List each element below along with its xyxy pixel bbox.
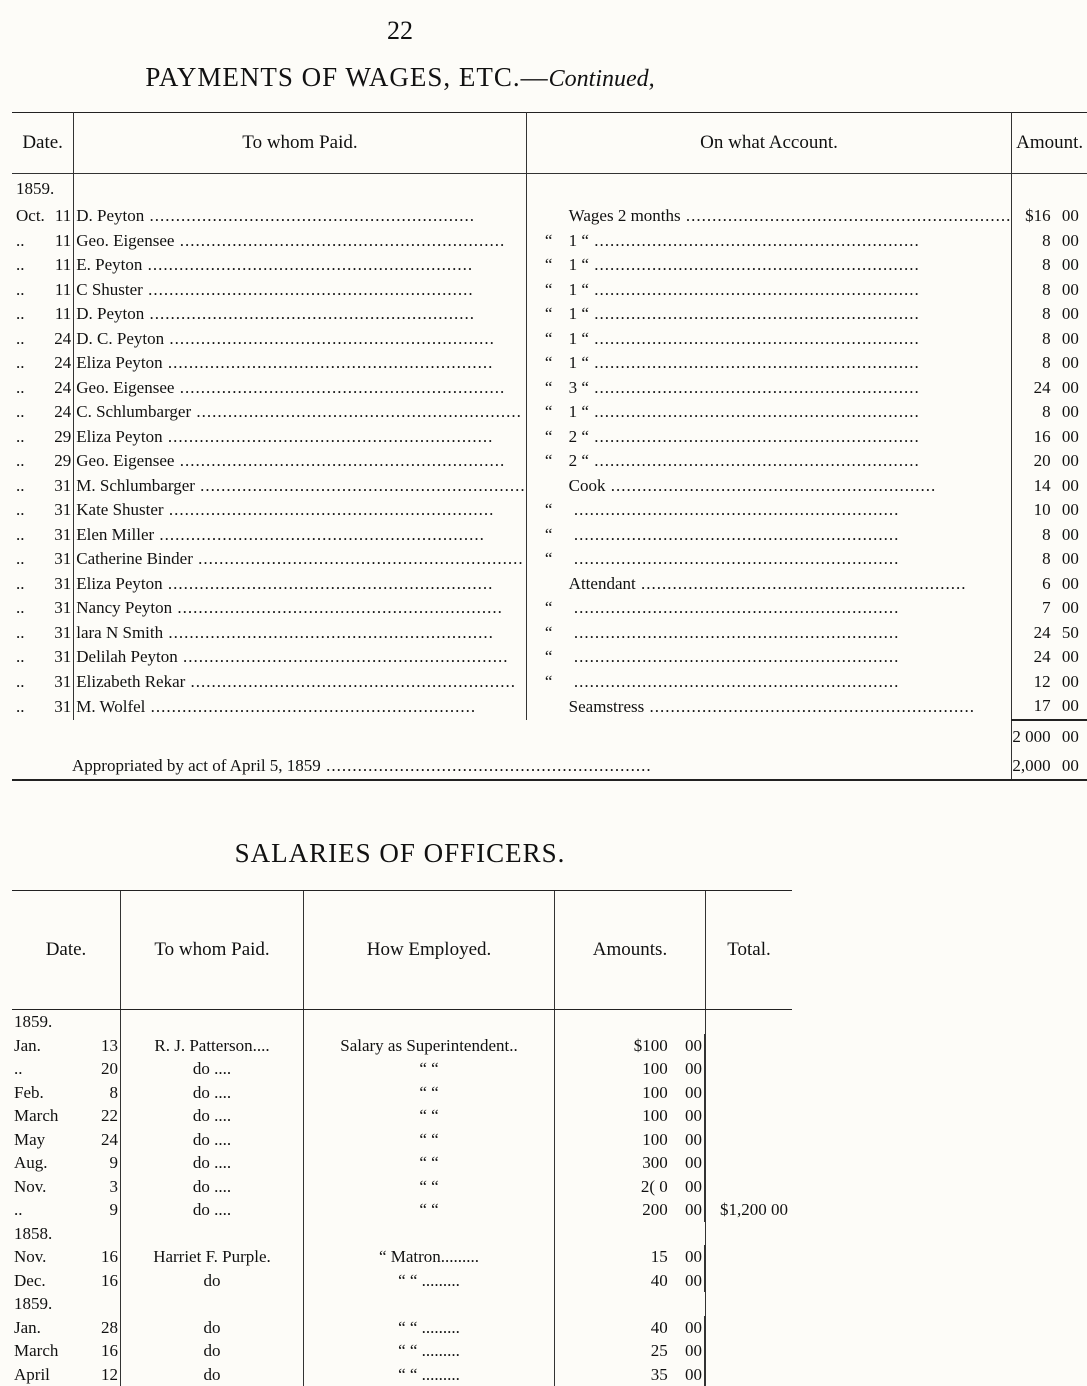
salary-day: 16	[96, 1245, 121, 1269]
salary-day: 20	[96, 1057, 121, 1081]
row-amount: 24 00	[1012, 376, 1087, 401]
row-account: “ .....	[526, 523, 1012, 548]
salary-total	[706, 1081, 793, 1105]
header-amount: Amount.	[1012, 113, 1087, 174]
row-month: Oct.	[12, 204, 54, 229]
row-account: “ 3 “ .....	[526, 376, 1012, 401]
salary-name: Harriet F. Purple.	[121, 1245, 304, 1269]
salary-amount: 300 00	[555, 1151, 706, 1175]
row-name: D. C. Peyton .....	[74, 327, 526, 352]
salary-row	[12, 1316, 792, 1340]
row-account: “ 1 “ .....	[526, 253, 1012, 278]
salary-month: ..	[12, 1057, 96, 1081]
salary-how: “ “	[304, 1151, 555, 1175]
row-day: 11	[54, 229, 74, 254]
row-name: D. Peyton .....	[74, 204, 526, 229]
row-day: 11	[54, 278, 74, 303]
row-day: 11	[54, 253, 74, 278]
wage-row	[12, 572, 1087, 597]
row-account: “ .....	[526, 621, 1012, 646]
row-amount: 24 50	[1012, 621, 1087, 646]
salary-day: 28	[96, 1316, 121, 1340]
row-month: ..	[12, 253, 54, 278]
salary-how: “ “	[304, 1104, 555, 1128]
row-amount: 17 00	[1012, 694, 1087, 720]
salary-total	[706, 1034, 793, 1058]
salaries-table	[12, 890, 792, 1386]
salaries-header-date: Date.	[12, 891, 121, 1010]
wage-row	[12, 376, 1087, 401]
row-month: ..	[12, 498, 54, 523]
salary-day: 16	[96, 1269, 121, 1293]
row-day: 31	[54, 645, 74, 670]
row-amount: 8 00	[1012, 351, 1087, 376]
row-account: Attendant .....	[526, 572, 1012, 597]
salary-row	[12, 1175, 792, 1199]
salary-month: May	[12, 1128, 96, 1152]
row-day: 31	[54, 694, 74, 720]
salary-total	[706, 1363, 793, 1386]
wages-table	[12, 112, 1087, 781]
wage-row	[12, 425, 1087, 450]
salary-month: Jan.	[12, 1034, 96, 1058]
wage-row	[12, 351, 1087, 376]
row-month: ..	[12, 449, 54, 474]
salaries-header-row	[12, 891, 792, 1010]
salary-month: ..	[12, 1198, 96, 1222]
row-month: ..	[12, 694, 54, 720]
salary-name: do ....	[121, 1198, 304, 1222]
header-date: Date.	[12, 113, 74, 174]
salary-name: do ....	[121, 1081, 304, 1105]
appropriated-row	[12, 753, 1087, 780]
salary-month: 1858.	[12, 1222, 96, 1246]
row-day: 24	[54, 327, 74, 352]
salary-how	[304, 1292, 555, 1316]
row-amount: 8 00	[1012, 302, 1087, 327]
salary-total	[706, 1057, 793, 1081]
appropriated-label: Appropriated by act of April 5, 1859 .....	[12, 753, 1012, 780]
salary-day: 24	[96, 1128, 121, 1152]
row-amount: 10 00	[1012, 498, 1087, 523]
salary-row	[12, 1198, 792, 1222]
salary-day: 9	[96, 1198, 121, 1222]
row-month: ..	[12, 596, 54, 621]
row-amount: 8 00	[1012, 253, 1087, 278]
row-day: 31	[54, 498, 74, 523]
row-day: 31	[54, 621, 74, 646]
row-amount: 20 00	[1012, 449, 1087, 474]
row-name: Nancy Peyton .....	[74, 596, 526, 621]
row-account: “ 1 “ .....	[526, 278, 1012, 303]
row-month: ..	[12, 474, 54, 499]
wage-row	[12, 621, 1087, 646]
row-name: Eliza Peyton .....	[74, 572, 526, 597]
salary-name	[121, 1292, 304, 1316]
row-month: ..	[12, 523, 54, 548]
row-day: 29	[54, 449, 74, 474]
row-month: ..	[12, 400, 54, 425]
row-day: 31	[54, 572, 74, 597]
row-month: ..	[12, 572, 54, 597]
row-account: Cook .....	[526, 474, 1012, 499]
salary-row	[12, 1034, 792, 1058]
wages-total: 2 000 00	[1012, 720, 1087, 753]
salary-row	[12, 1010, 792, 1034]
row-name: Elizabeth Rekar .....	[74, 670, 526, 695]
salary-total	[706, 1175, 793, 1199]
salary-month: 1859.	[12, 1292, 96, 1316]
appropriated-amount: 2,000 00	[1012, 753, 1087, 780]
row-day: 11	[54, 204, 74, 229]
salary-amount	[555, 1222, 706, 1246]
wage-row	[12, 253, 1087, 278]
salaries-header-total: Total.	[706, 891, 793, 1010]
salary-row	[12, 1128, 792, 1152]
row-amount: 12 00	[1012, 670, 1087, 695]
row-name: M. Wolfel .....	[74, 694, 526, 720]
salary-total	[706, 1245, 793, 1269]
salary-row	[12, 1151, 792, 1175]
wage-row	[12, 596, 1087, 621]
salary-row	[12, 1057, 792, 1081]
row-day: 31	[54, 523, 74, 548]
row-month: ..	[12, 645, 54, 670]
salary-amount: 2( 0 00	[555, 1175, 706, 1199]
salary-month: 1859.	[12, 1010, 96, 1034]
salary-day	[96, 1292, 121, 1316]
row-amount: $16 00	[1012, 204, 1087, 229]
salary-row	[12, 1363, 792, 1386]
salary-name: do	[121, 1269, 304, 1293]
row-name: Catherine Binder .....	[74, 547, 526, 572]
page-title	[0, 62, 800, 93]
salary-how: “ “ .........	[304, 1269, 555, 1293]
salary-how	[304, 1010, 555, 1034]
wage-row	[12, 400, 1087, 425]
row-amount: 6 00	[1012, 572, 1087, 597]
row-day: 31	[54, 474, 74, 499]
salary-amount: $100 00	[555, 1034, 706, 1058]
wage-row	[12, 498, 1087, 523]
salary-total	[706, 1222, 793, 1246]
row-name: Geo. Eigensee .....	[74, 376, 526, 401]
row-account: “ 1 “ .....	[526, 327, 1012, 352]
salary-total	[706, 1292, 793, 1316]
row-month: ..	[12, 376, 54, 401]
salary-name: do ....	[121, 1104, 304, 1128]
row-name: M. Schlumbarger .....	[74, 474, 526, 499]
row-month: ..	[12, 351, 54, 376]
salary-day: 12	[96, 1363, 121, 1386]
salary-day: 9	[96, 1151, 121, 1175]
row-amount: 8 00	[1012, 400, 1087, 425]
row-name: lara N Smith .....	[74, 621, 526, 646]
salary-name: do ....	[121, 1175, 304, 1199]
salary-how: “ “	[304, 1081, 555, 1105]
salaries-header-amounts: Amounts.	[555, 891, 706, 1010]
salary-month: Feb.	[12, 1081, 96, 1105]
salary-name	[121, 1010, 304, 1034]
row-amount: 14 00	[1012, 474, 1087, 499]
row-account: “ 1 “ .....	[526, 229, 1012, 254]
salary-total	[706, 1010, 793, 1034]
salary-total	[706, 1151, 793, 1175]
header-account: On what Account.	[526, 113, 1012, 174]
salary-month: March	[12, 1339, 96, 1363]
row-amount: 8 00	[1012, 547, 1087, 572]
row-account: “ 2 “ .....	[526, 425, 1012, 450]
wage-row	[12, 302, 1087, 327]
salary-total	[706, 1339, 793, 1363]
salary-total	[706, 1316, 793, 1340]
salary-total	[706, 1269, 793, 1293]
row-account: “ 1 “ .....	[526, 351, 1012, 376]
row-name: E. Peyton .....	[74, 253, 526, 278]
row-day: 31	[54, 670, 74, 695]
salary-row	[12, 1081, 792, 1105]
salary-how: “ “	[304, 1198, 555, 1222]
salary-amount: 100 00	[555, 1104, 706, 1128]
wage-row	[12, 645, 1087, 670]
row-name: C Shuster .....	[74, 278, 526, 303]
salary-how: “ “	[304, 1128, 555, 1152]
salary-how: “ “ .........	[304, 1363, 555, 1386]
salary-row	[12, 1104, 792, 1128]
salaries-header-to-whom: To whom Paid.	[121, 891, 304, 1010]
salary-amount: 15 00	[555, 1245, 706, 1269]
page-number: 22	[0, 16, 800, 46]
salary-day: 13	[96, 1034, 121, 1058]
salary-amount: 40 00	[555, 1269, 706, 1293]
wage-row	[12, 523, 1087, 548]
salary-row	[12, 1339, 792, 1363]
row-amount: 8 00	[1012, 327, 1087, 352]
salary-total: $1,200 00	[706, 1198, 793, 1222]
row-name: Eliza Peyton .....	[74, 425, 526, 450]
salary-row	[12, 1292, 792, 1316]
row-account: “ 1 “ .....	[526, 400, 1012, 425]
salary-amount: 100 00	[555, 1057, 706, 1081]
title-continued: Continued,	[549, 66, 655, 92]
row-month: ..	[12, 229, 54, 254]
row-day: 31	[54, 547, 74, 572]
row-account: “ 2 “ .....	[526, 449, 1012, 474]
row-name: Geo. Eigensee .....	[74, 229, 526, 254]
row-name: Delilah Peyton .....	[74, 645, 526, 670]
wage-row	[12, 670, 1087, 695]
row-day: 24	[54, 351, 74, 376]
row-month: ..	[12, 425, 54, 450]
salary-how: “ “	[304, 1175, 555, 1199]
salary-name: do	[121, 1363, 304, 1386]
row-name: C. Schlumbarger .....	[74, 400, 526, 425]
row-account: Wages 2 months .....	[526, 204, 1012, 229]
salary-amount: 200 00	[555, 1198, 706, 1222]
row-month: ..	[12, 621, 54, 646]
salary-name	[121, 1222, 304, 1246]
row-amount: 24 00	[1012, 645, 1087, 670]
wage-row	[12, 547, 1087, 572]
salary-how	[304, 1222, 555, 1246]
salary-amount: 40 00	[555, 1316, 706, 1340]
wage-row	[12, 694, 1087, 720]
row-amount: 16 00	[1012, 425, 1087, 450]
title-main: PAYMENTS OF WAGES, ETC.—	[145, 62, 548, 92]
salary-amount: 100 00	[555, 1128, 706, 1152]
row-account: “ .....	[526, 596, 1012, 621]
salary-row	[12, 1269, 792, 1293]
row-month: ..	[12, 302, 54, 327]
salary-amount: 25 00	[555, 1339, 706, 1363]
salary-how: “ Matron.........	[304, 1245, 555, 1269]
salary-day: 22	[96, 1104, 121, 1128]
salaries-body	[12, 1010, 792, 1386]
row-name: Kate Shuster .....	[74, 498, 526, 523]
row-day: 24	[54, 376, 74, 401]
row-name: Elen Miller .....	[74, 523, 526, 548]
wage-row	[12, 327, 1087, 352]
row-amount: 8 00	[1012, 229, 1087, 254]
salaries-title: SALARIES OF OFFICERS.	[0, 838, 800, 869]
row-month: ..	[12, 278, 54, 303]
salary-total	[706, 1104, 793, 1128]
wage-row	[12, 278, 1087, 303]
row-day: 11	[54, 302, 74, 327]
salary-name: do ....	[121, 1128, 304, 1152]
row-account: “ .....	[526, 498, 1012, 523]
row-name: D. Peyton .....	[74, 302, 526, 327]
row-account: “ .....	[526, 670, 1012, 695]
wages-body	[12, 174, 1087, 720]
header-to-whom: To whom Paid.	[74, 113, 526, 174]
salary-name: do	[121, 1339, 304, 1363]
salary-day: 3	[96, 1175, 121, 1199]
row-account: “ .....	[526, 547, 1012, 572]
salary-amount	[555, 1010, 706, 1034]
salary-total	[706, 1128, 793, 1152]
salary-row	[12, 1222, 792, 1246]
wage-row	[12, 229, 1087, 254]
salary-month: Nov.	[12, 1245, 96, 1269]
salary-month: Nov.	[12, 1175, 96, 1199]
row-name: Geo. Eigensee .....	[74, 449, 526, 474]
salary-how: “ “ .........	[304, 1339, 555, 1363]
salary-month: March	[12, 1104, 96, 1128]
row-month: ..	[12, 547, 54, 572]
row-day: 29	[54, 425, 74, 450]
row-amount: 8 00	[1012, 278, 1087, 303]
wage-row	[12, 474, 1087, 499]
row-amount: 8 00	[1012, 523, 1087, 548]
salary-day: 16	[96, 1339, 121, 1363]
year-label: 1859.	[12, 174, 54, 205]
salary-amount: 35 00	[555, 1363, 706, 1386]
row-account: Seamstress .....	[526, 694, 1012, 720]
wage-row	[12, 449, 1087, 474]
salary-day	[96, 1010, 121, 1034]
salary-how: “ “ .........	[304, 1316, 555, 1340]
salary-month: Jan.	[12, 1316, 96, 1340]
salary-how: Salary as Superintendent..	[304, 1034, 555, 1058]
salary-name: do ....	[121, 1151, 304, 1175]
salary-day	[96, 1222, 121, 1246]
wages-total-row	[12, 720, 1087, 753]
salary-day: 8	[96, 1081, 121, 1105]
salary-amount	[555, 1292, 706, 1316]
year-row	[12, 174, 1087, 205]
salary-name: do	[121, 1316, 304, 1340]
salary-month: Aug.	[12, 1151, 96, 1175]
row-month: ..	[12, 670, 54, 695]
salary-amount: 100 00	[555, 1081, 706, 1105]
wages-header-row	[12, 113, 1087, 174]
row-account: “ 1 “ .....	[526, 302, 1012, 327]
salary-row	[12, 1245, 792, 1269]
row-account: “ .....	[526, 645, 1012, 670]
row-amount: 7 00	[1012, 596, 1087, 621]
salary-month: April	[12, 1363, 96, 1386]
row-name: Eliza Peyton .....	[74, 351, 526, 376]
salaries-header-how: How Employed.	[304, 891, 555, 1010]
row-day: 24	[54, 400, 74, 425]
salary-name: R. J. Patterson....	[121, 1034, 304, 1058]
wage-row	[12, 204, 1087, 229]
row-day: 31	[54, 596, 74, 621]
salary-name: do ....	[121, 1057, 304, 1081]
salary-month: Dec.	[12, 1269, 96, 1293]
row-month: ..	[12, 327, 54, 352]
salary-how: “ “	[304, 1057, 555, 1081]
